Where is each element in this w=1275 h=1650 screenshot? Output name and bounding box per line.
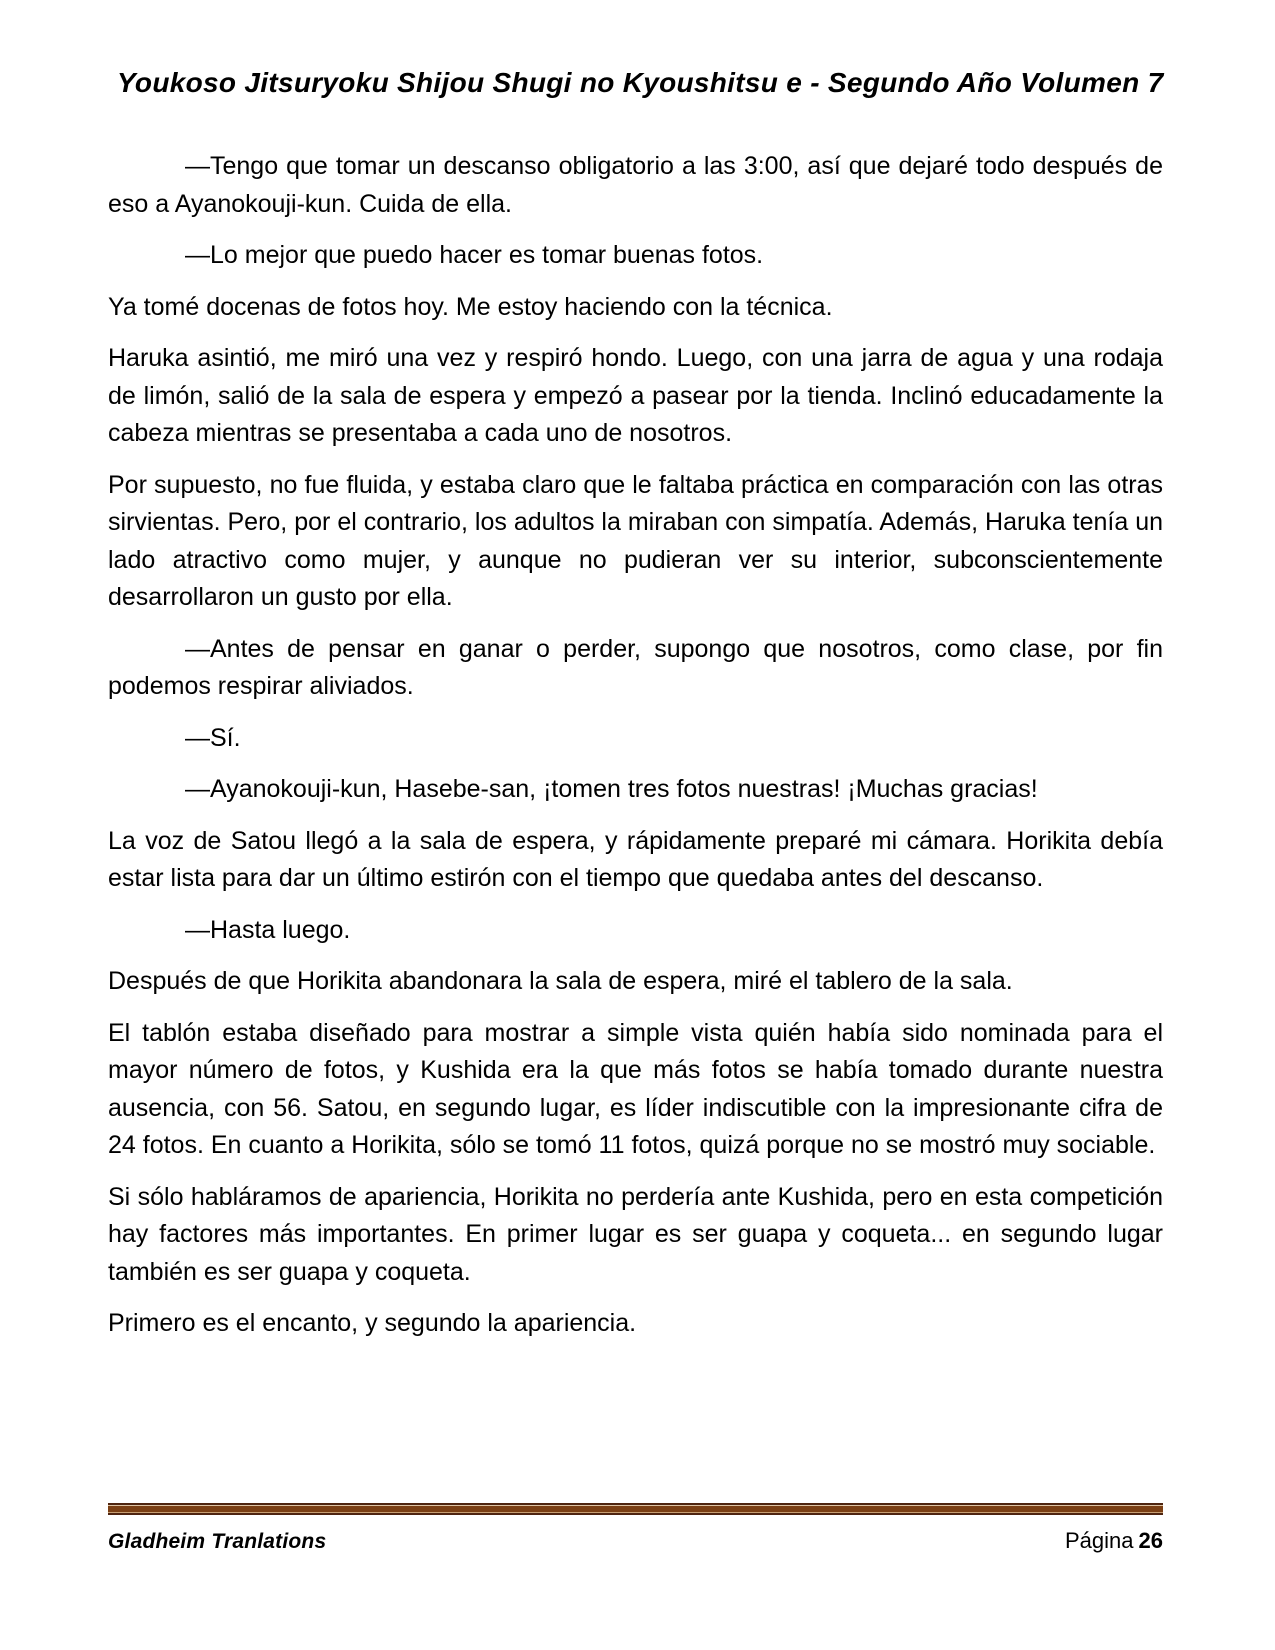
translator-credit: Gladheim Tranlations bbox=[108, 1530, 327, 1553]
paragraph-dialogue: —Tengo que tomar un descanso obligatorio a las 3:00, así que dejaré todo después de eso a Ayanokouji-kun. Cuida de ella. bbox=[108, 152, 1163, 218]
running-header-title: Youkoso Jitsuryoku Shijou Shugi no Kyoushitsu e - Segundo Año Volumen 7 bbox=[117, 67, 1164, 98]
footer-row bbox=[108, 1528, 1163, 1554]
paragraph-dialogue: —Antes de pensar en ganar o perder, supongo que nosotros, como clase, por fin podemos respirar aliviados. bbox=[108, 634, 1163, 700]
paragraph-narration: El tablón estaba diseñado para mostrar a simple vista quién había sido nominada para el mayor número de fotos, y Kushida era la que más fotos se había tomado durante nuestra ausencia, con 56. Satou, en segundo lugar, es líder indiscutible con la impresionante cifra de 24 fotos. En cuanto a Horikita, sólo se tomó 11 fotos, quizá porque no se mostró muy sociable. bbox=[108, 1018, 1163, 1159]
page-content bbox=[108, 0, 1163, 1357]
page-footer bbox=[108, 1503, 1163, 1554]
page-number bbox=[1065, 1528, 1163, 1554]
paragraph-narration: Ya tomé docenas de fotos hoy. Me estoy haciendo con la técnica. bbox=[108, 292, 833, 321]
paragraph-narration: Si sólo habláramos de apariencia, Horikita no perdería ante Kushida, pero en esta competición hay factores más importantes. En primer lugar es ser guapa y coqueta... en segundo lugar también es ser guapa y coqueta. bbox=[108, 1182, 1163, 1286]
paragraph-narration: Después de que Horikita abandonara la sala de espera, miré el tablero de la sala. bbox=[108, 967, 1013, 995]
paragraph-narration: La voz de Satou llegó a la sala de espera, y rápidamente preparé mi cámara. Horikita debía estar lista para dar un último estirón con el tiempo que quedaba antes del descanso. bbox=[108, 826, 1163, 892]
page-number-value: 26 bbox=[1138, 1528, 1163, 1553]
paragraph-narration: Haruka asintió, me miró una vez y respiró hondo. Luego, con una jarra de agua y una rodaja de limón, salió de la sala de espera y empezó a pasear por la tienda. Inclinó educadamente la cabeza mientras se presentaba a cada uno de nosotros. bbox=[108, 344, 1163, 447]
page-header bbox=[108, 64, 1163, 102]
page-number-label: Página bbox=[1065, 1528, 1134, 1553]
footer-rule bbox=[108, 1503, 1163, 1515]
paragraph-dialogue: —Sí. bbox=[185, 723, 241, 752]
paragraph-narration: Primero es el encanto, y segundo la apariencia. bbox=[108, 1309, 637, 1337]
paragraph-dialogue: —Lo mejor que puedo hacer es tomar buenas fotos. bbox=[185, 241, 764, 269]
paragraph-narration: Por supuesto, no fue fluida, y estaba claro que le faltaba práctica en comparación con las otras sirvientas. Pero, por el contrario, los adultos la miraban con simpatía. Además, Haruka tenía un lado atractivo como mujer, y aunque no pudieran ver su interior, subconscientemente desarrollaron un gusto por ella. bbox=[108, 470, 1163, 611]
paragraph-dialogue: —Hasta luego. bbox=[185, 915, 351, 944]
paragraph-dialogue: —Ayanokouji-kun, Hasebe-san, ¡tomen tres fotos nuestras! ¡Muchas gracias! bbox=[185, 775, 1038, 803]
page-body bbox=[108, 148, 1163, 1343]
